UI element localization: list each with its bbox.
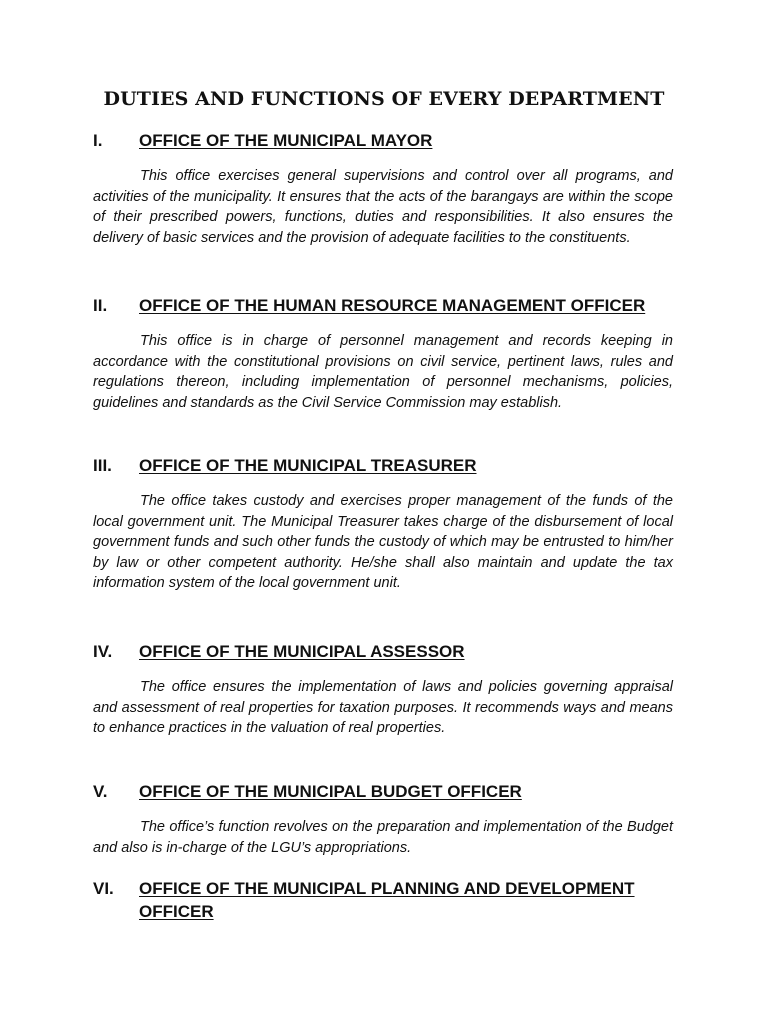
- section-number: VI.: [93, 879, 114, 898]
- section-heading: [93, 780, 673, 803]
- section-heading: [93, 640, 673, 663]
- section-heading: [93, 877, 673, 923]
- section-municipal-mayor: [93, 129, 673, 248]
- section-title: OFFICE OF THE HUMAN RESOURCE MANAGEMENT OFFICER: [139, 296, 646, 315]
- section-body: This office is in charge of personnel management and records keeping in accordance with the constitutional provisions on civil service, pertinent laws, rules and regulations thereon, including implementation of personnel mechanisms, policies, guidelines and standards as the Civil Service Commission may establish.: [93, 333, 673, 411]
- section-title: OFFICE OF THE MUNICIPAL PLANNING AND DEVELOPMENT OFFICER: [139, 879, 635, 921]
- section-body: The office ensures the implementation of laws and policies governing appraisal and assessment of real properties for taxation purposes. It recommends ways and means to enhance practices in the valuation of real properties.: [93, 679, 673, 737]
- section-heading: [93, 129, 673, 152]
- section-municipal-treasurer: [93, 454, 673, 594]
- section-number: IV.: [93, 642, 113, 661]
- section-planning-development-officer: [93, 877, 673, 923]
- section-number: II.: [93, 296, 108, 315]
- section-title: OFFICE OF THE MUNICIPAL MAYOR: [139, 131, 433, 150]
- section-title: OFFICE OF THE MUNICIPAL TREASURER: [139, 456, 477, 475]
- section-number: III.: [93, 456, 112, 475]
- section-title: OFFICE OF THE MUNICIPAL ASSESSOR: [139, 642, 465, 661]
- document-title: DUTIES AND FUNCTIONS OF EVERY DEPARTMENT: [103, 88, 665, 110]
- section-heading: [93, 294, 673, 317]
- section-number: I.: [93, 131, 103, 150]
- section-body: This office exercises general supervisions and control over all programs, and activities of the municipality. It ensures that the acts of the barangays are within the scope of their prescribed powers, functions, duties and responsibilities. It also ensures the delivery of basic services and the provision of adequate facilities to the constituents.: [93, 168, 673, 246]
- section-body: The office’s function revolves on the preparation and implementation of the Budget and also is in-charge of the LGU’s appropriations.: [93, 819, 673, 856]
- section-human-resource-officer: [93, 294, 673, 413]
- section-budget-officer: [93, 780, 673, 858]
- section-body: The office takes custody and exercises proper management of the funds of the local government unit. The Municipal Treasurer takes charge of the disbursement of local government funds and such other funds the custody of which may be entrusted to him/her by law or other competent authority. He/she shall also maintain and update the tax information system of the local government unit.: [93, 493, 673, 592]
- section-heading: [93, 454, 673, 477]
- section-number: V.: [93, 782, 108, 801]
- section-municipal-assessor: [93, 640, 673, 739]
- section-title: OFFICE OF THE MUNICIPAL BUDGET OFFICER: [139, 782, 522, 801]
